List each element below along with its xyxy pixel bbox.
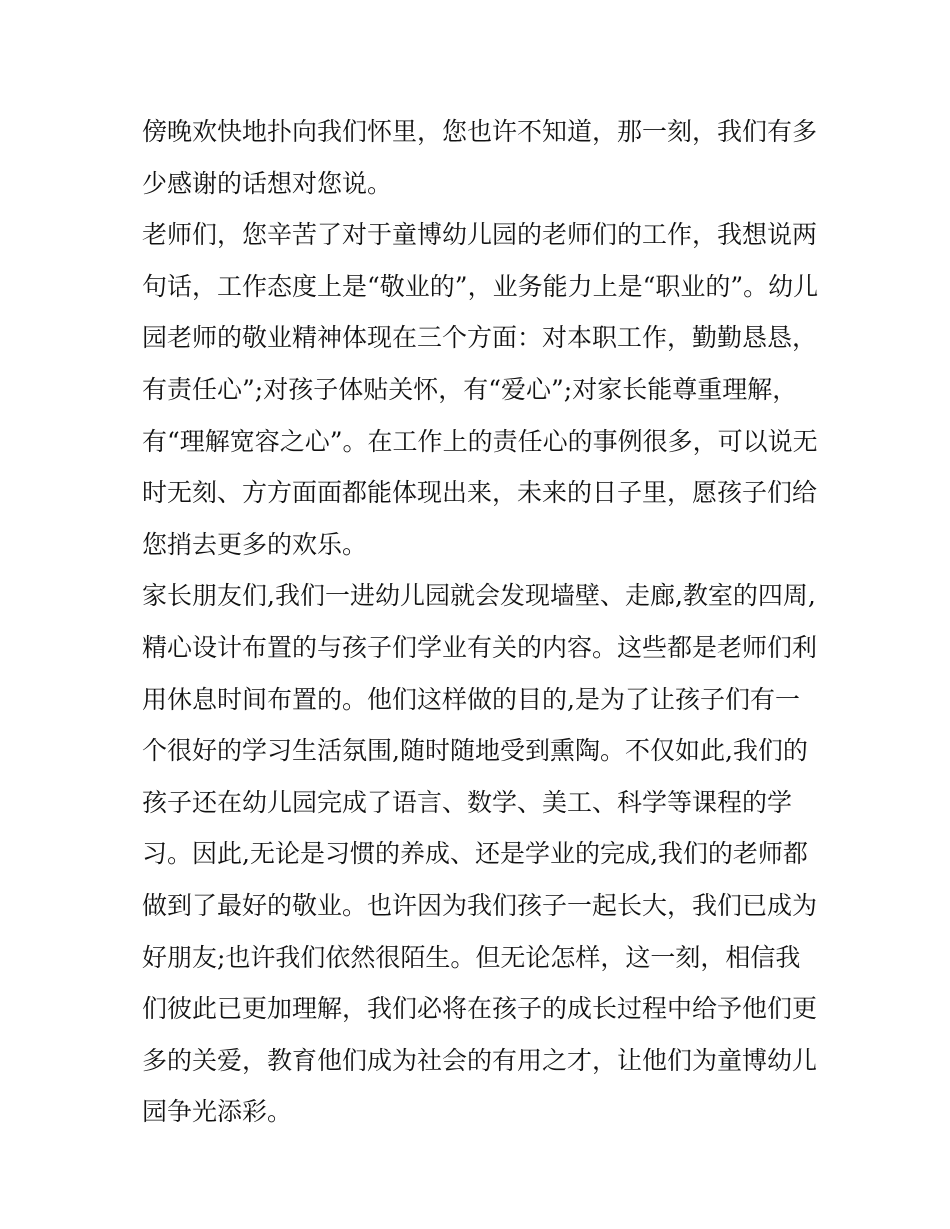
text-line: 时无刻、方方面面都能体现出来，未来的日子里，愿孩子们给 <box>142 478 818 508</box>
text-line: 个很好的学习生活氛围,随时随地受到熏陶。不仅如此,我们的 <box>142 736 808 766</box>
text-line: 少感谢的话想对您说。 <box>142 168 393 198</box>
text-line: 用休息时间布置的。他们这样做的目的,是为了让孩子们有一 <box>142 684 800 714</box>
text-line: 家长朋友们,我们一进幼儿园就会发现墙壁、走廊,教室的四周, <box>142 581 816 611</box>
text-line: 有责任心”;对孩子体贴关怀，有“爱心”;对家长能尊重理解， <box>142 374 798 404</box>
text-line: 老师们，您辛苦了对于童博幼儿园的老师们的工作，我想说两 <box>142 220 818 250</box>
document-body <box>142 106 822 1138</box>
text-line: 做到了最好的敬业。也许因为我们孩子一起长大，我们已成为 <box>142 890 818 920</box>
text-line: 傍晚欢快地扑向我们怀里，您也许不知道，那一刻，我们有多 <box>142 117 818 146</box>
text-line: 们彼此已更加理解，我们必将在孩子的成长过程中给予他们更 <box>142 994 818 1024</box>
text-line: 好朋友;也许我们依然很陌生。但无论怎样，这一刻，相信我 <box>142 942 801 972</box>
text-line: 习。因此,无论是习惯的养成、还是学业的完成,我们的老师都 <box>142 839 808 869</box>
text-line: 园老师的敬业精神体现在三个方面：对本职工作，勤勤恳恳， <box>142 323 818 353</box>
text-line: 孩子还在幼儿园完成了语言、数学、美工、科学等课程的学 <box>142 787 793 817</box>
text-line: 精心设计布置的与孩子们学业有关的内容。这些都是老师们利 <box>142 632 818 662</box>
text-line: 园争光添彩。 <box>142 1097 293 1127</box>
text-line: 句话，工作态度上是“敬业的”，业务能力上是“职业的”。幼儿 <box>142 271 819 301</box>
text-line: 有“理解宽容之心”。在工作上的责任心的事例很多，可以说无 <box>142 426 818 456</box>
text-line: 您捎去更多的欢乐。 <box>142 529 368 559</box>
text-line: 多的关爱，教育他们成为社会的有用之才，让他们为童博幼儿 <box>142 1045 818 1075</box>
